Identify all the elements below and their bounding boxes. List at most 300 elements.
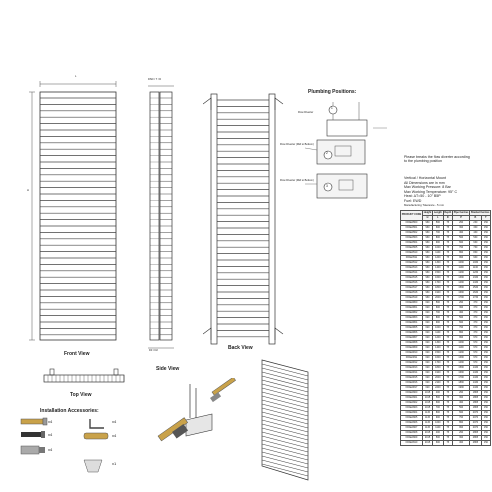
plumbing-positions-title: Plumbing Positions: [308,89,357,95]
table-cell: 960 [423,246,433,251]
table-cell: 75 [443,376,452,381]
table-cell: 1430 [470,281,481,286]
table-cell: 150 [481,406,491,411]
perspective-radiator-drawing [258,356,320,484]
table-cell: 400 [433,391,444,396]
table-cell: 620 [423,351,433,356]
table-cell: FRAE0505 [401,246,423,251]
table-cell: 75 [443,396,452,401]
table-cell: FRAE0519 [401,296,423,301]
table-cell: 800 [433,316,444,321]
table-cell: FRAE0518 [401,291,423,296]
table-cell: 150 [481,281,491,286]
table-cell: 790 [452,246,469,251]
table-cell: 690 [452,321,469,326]
accessory-qty-3: x4 [48,447,53,452]
table-cell: 150 [481,431,491,436]
back-view-drawing [203,86,288,351]
table-cell: 75 [443,356,452,361]
table-cell: 1190 [452,266,469,271]
table-cell: FRAE0809 [401,346,423,351]
table-cell: 75 [443,351,452,356]
table-cell: 75 [443,341,452,346]
table-cell: 150 [481,401,491,406]
table-cell: FRAE0510 [401,251,423,256]
table-cell: FRAE0513 [401,266,423,271]
table-cell: 290 [452,301,469,306]
table-cell: 960 [423,296,433,301]
table-cell: 1130 [470,266,481,271]
table-cell: 1100 [433,426,444,431]
tolerance-note: Manufacturing Tolerance - 5 mm [404,203,445,207]
table-cell: 700 [433,311,444,316]
table-cell: 960 [423,231,433,236]
table-cell: 1865 [470,391,481,396]
table-cell: 150 [481,376,491,381]
table-cell: 150 [481,386,491,391]
table-cell: 620 [423,316,433,321]
diverter-note: Please breaks the flow diverter according to the plumbing position [404,155,470,164]
table-cell: 970 [470,346,481,351]
table-cell: 960 [423,291,433,296]
table-cell: 960 [423,251,433,256]
table-cell: FRAE0903 [401,406,423,411]
table-cell: 75 [443,416,452,421]
table-cell: 800 [433,236,444,241]
table-cell: 370 [470,321,481,326]
table-cell: 970 [470,361,481,366]
table-cell: 1030 [470,261,481,266]
table-cell: 960 [423,286,433,291]
table-cell: 1900 [433,291,444,296]
table-cell: 930 [470,256,481,261]
table-cell: 150 [481,366,491,371]
table-cell: 620 [423,346,433,351]
table-cell: 970 [470,356,481,361]
table-cell: FRAE0501 [401,226,423,231]
table-cell: 1000 [433,246,444,251]
table-cell: 430 [470,231,481,236]
table-cell: 290 [452,221,469,226]
table-cell: FRAE0907 [401,426,423,431]
table-cell: 390 [452,306,469,311]
table-cell: 75 [443,311,452,316]
table-cell: 590 [452,406,469,411]
table-cell: 700 [433,231,444,236]
table-cell: 1390 [452,276,469,281]
table-cell: 620 [423,326,433,331]
table-cell: 490 [452,441,469,446]
table-cell: 790 [452,416,469,421]
table-cell: 960 [423,241,433,246]
table-cell: FRAE0514 [401,271,423,276]
table-cell: 75 [443,241,452,246]
table-cell: 600 [433,441,444,446]
table-cell: 990 [452,256,469,261]
accessory-qty-2: x4 [48,432,53,437]
table-cell: 800 [433,411,444,416]
side-view-title: Side View [156,366,180,372]
table-cell: 150 [481,311,491,316]
table-cell: 990 [452,336,469,341]
table-cell: 1430 [470,381,481,386]
table-cell: 2000 [433,376,444,381]
table-cell: 1200 [433,256,444,261]
table-cell: 75 [443,281,452,286]
table-cell: 150 [481,396,491,401]
table-cell: 150 [481,371,491,376]
flow-diverter-label-1: Flow Diverter [298,111,314,114]
table-cell: 960 [423,261,433,266]
table-cell: 150 [481,231,491,236]
table-cell: 620 [423,381,433,386]
table-cell: 1530 [470,286,481,291]
table-cell: 150 [481,441,491,446]
table-cell: 1015 [423,396,433,401]
table-cell: 75 [443,436,452,441]
plumbing-diagram [295,98,405,218]
table-cell: 1015 [423,406,433,411]
table-cell: FRAE0803 [401,316,423,321]
table-cell: 75 [443,386,452,391]
table-cell: FRAE0808 [401,341,423,346]
table-cell: 1430 [470,366,481,371]
table-cell: 150 [481,321,491,326]
table-cell: 970 [470,351,481,356]
plumbing-position-2: 2 [326,151,328,155]
table-cell: 370 [470,331,481,336]
table-cell: 1100 [433,251,444,256]
table-cell: 150 [481,236,491,241]
table-cell: 500 [433,301,444,306]
temperature-note: Max Working Temperature: 95° C [404,189,458,194]
pressure-note: Max Working Pressure: 8 Bar [404,185,451,189]
table-cell: 890 [452,421,469,426]
table-cell: 150 [481,426,491,431]
table-cell: 1190 [452,346,469,351]
table-cell: 1115 [423,426,433,431]
table-cell: FRAE0909 [401,436,423,441]
table-cell: 590 [452,236,469,241]
front-height-label: H [27,189,29,192]
table-cell: 1790 [452,296,469,301]
table-cell: 970 [470,336,481,341]
table-cell: 150 [481,416,491,421]
table-cell: 620 [423,306,433,311]
screw-icon [21,418,47,425]
wall-plug-icon [21,431,45,438]
table-cell: 900 [433,416,444,421]
table-cell: 620 [423,341,433,346]
plumbing-position-3: 3 [326,184,328,188]
table-cell: 150 [481,241,491,246]
table-cell: 1090 [452,261,469,266]
table-cell: 370 [470,311,481,316]
table-cell: 620 [423,361,433,366]
table-cell: FRAE0811 [401,356,423,361]
table-cell: FRAE0805 [401,326,423,331]
table-cell: 150 [481,261,491,266]
table-cell: FRAE0815 [401,376,423,381]
table-cell: 1330 [470,276,481,281]
table-cell: 75 [443,426,452,431]
subheader-h: H [423,216,433,221]
table-cell: 230 [470,221,481,226]
table-cell: 150 [481,296,491,301]
bracket-icon [21,446,45,454]
table-cell: FRAE0806 [401,331,423,336]
table-cell: 75 [443,346,452,351]
table-cell: FRAE0902 [401,401,423,406]
table-cell: 530 [470,236,481,241]
table-cell: 630 [470,241,481,246]
table-cell: 1015 [423,401,433,406]
subheader-p: P [452,216,469,221]
table-cell: 960 [423,236,433,241]
table-cell: 1290 [452,351,469,356]
accessory-qty-5: x4 [112,433,117,438]
table-cell: FRAE0517 [401,286,423,291]
table-cell: 290 [452,391,469,396]
table-cell: 1430 [470,376,481,381]
table-cell: 150 [481,301,491,306]
table-cell: 1890 [452,381,469,386]
table-cell: 75 [443,256,452,261]
table-cell: 1090 [452,341,469,346]
table-cell: 1865 [470,401,481,406]
table-cell: 900 [433,241,444,246]
table-cell: FRAE0802 [401,311,423,316]
table-cell: FRAE0515 [401,276,423,281]
table-cell: 75 [443,361,452,366]
table-cell: 390 [452,396,469,401]
table-cell: 620 [423,386,433,391]
table-cell: FRAE0901 [401,396,423,401]
table-cell: 1865 [470,406,481,411]
table-cell: 2015 [423,441,433,446]
table-cell: FRAE0905 [401,416,423,421]
table-cell: 1000 [433,421,444,426]
table-cell: 890 [452,251,469,256]
table-cell: 75 [443,296,452,301]
heat-note: Heat: ΔT=50 - 10° B5P [404,194,441,198]
table-cell: 1230 [470,271,481,276]
table-cell: 2865 [470,431,481,436]
table-cell: 150 [481,331,491,336]
side-bottom-dimension: D3 / D2 [149,349,158,352]
table-cell: 1630 [470,291,481,296]
table-cell: FRAE0816 [401,381,423,386]
table-cell: 500 [433,396,444,401]
dimensions-note: All Dimensions are in mm [404,180,445,185]
table-cell: 75 [443,336,452,341]
table-cell: 620 [423,321,433,326]
table-cell: 1600 [433,356,444,361]
top-view-title: Top View [70,392,92,398]
mount-note: Vertical / Horizontal Mount [404,176,446,180]
subheader-b: B [470,216,481,221]
table-cell: 370 [470,316,481,321]
table-cell: 75 [443,306,452,311]
flow-diverter-label-2: Flow Diverter (Mid to Bottom) [280,143,314,146]
table-cell: 1600 [433,276,444,281]
table-cell: 150 [481,341,491,346]
table-cell: 1800 [433,286,444,291]
header-height: Height [423,210,432,214]
table-cell: 75 [443,411,452,416]
table-cell: 75 [443,246,452,251]
table-cell: 150 [481,391,491,396]
table-cell: 900 [433,321,444,326]
side-top-dimension: DSD / T / D [148,78,162,81]
table-cell: FRAE0810 [401,351,423,356]
subheader-t: T [481,216,491,221]
table-cell: 960 [423,226,433,231]
table-cell: 75 [443,431,452,436]
table-cell: 150 [481,351,491,356]
table-row [401,441,491,446]
table-cell: 1790 [452,376,469,381]
table-cell: 150 [481,221,491,226]
table-cell: 150 [481,356,491,361]
table-cell: 390 [452,436,469,441]
table-cell: 690 [452,241,469,246]
table-cell: 960 [423,221,433,226]
accessory-qty-4: x4 [112,419,117,424]
table-cell: 1115 [423,416,433,421]
table-cell: 2015 [423,431,433,436]
table-cell: FRAE0502 [401,231,423,236]
valve-detail-drawing [150,378,260,473]
table-cell: FRAE0807 [401,336,423,341]
plumbing-position-1: 1 [331,106,333,110]
table-cell: 75 [443,326,452,331]
table-cell: 490 [452,401,469,406]
table-cell: 400 [433,431,444,436]
header-length: Length [433,210,442,214]
installation-accessories-title: Installation Accessories: [40,408,99,414]
table-cell: FRAE0817 [401,386,423,391]
table-cell: 150 [481,436,491,441]
table-cell: 490 [452,231,469,236]
table-cell: 1490 [452,361,469,366]
table-cell: 690 [452,411,469,416]
table-cell: FRAE0910 [401,441,423,446]
table-cell: 2070 [470,411,481,416]
table-cell: 1015 [423,391,433,396]
table-cell: 290 [452,431,469,436]
subheader-d: D [443,216,452,221]
table-cell: 150 [481,306,491,311]
table-cell: 150 [481,291,491,296]
table-cell: 500 [433,436,444,441]
table-cell: 1500 [433,351,444,356]
table-cell: 1500 [433,271,444,276]
table-cell: 370 [470,301,481,306]
table-cell: FRAE0516 [401,281,423,286]
table-cell: FRAE0503 [401,236,423,241]
table-cell: 1430 [470,386,481,391]
table-cell: 1590 [452,366,469,371]
table-cell: 590 [452,316,469,321]
table-cell: 75 [443,221,452,226]
table-cell: 1115 [423,411,433,416]
header-bracket-centres: Bracket Centres [470,210,490,214]
table-cell: 620 [423,371,433,376]
top-view-drawing [40,368,130,390]
table-cell: 620 [423,336,433,341]
table-cell: 75 [443,421,452,426]
table-cell: FRAE0504 [401,241,423,246]
allen-key-icon [90,419,104,428]
table-cell: 2200 [433,386,444,391]
table-cell: 75 [443,391,452,396]
table-cell: 1800 [433,366,444,371]
accessory-qty-6: x1 [112,461,117,466]
table-cell: 2015 [423,436,433,441]
table-cell: 960 [423,256,433,261]
table-cell: 75 [443,366,452,371]
table-cell: 1490 [452,281,469,286]
table-cell: 75 [443,251,452,256]
table-cell: 1700 [433,281,444,286]
spec-table-body [401,221,491,446]
table-cell: FRAE0804 [401,321,423,326]
header-depth: Depth [444,210,452,214]
table-cell: FRAE0511 [401,256,423,261]
table-cell: 75 [443,261,452,266]
table-cell: 1700 [433,361,444,366]
front-view-drawing [28,75,128,348]
table-cell: 390 [452,226,469,231]
table-cell: 150 [481,276,491,281]
table-cell: FRAE0904 [401,411,423,416]
table-cell: 1200 [433,336,444,341]
table-cell: 620 [423,356,433,361]
table-cell: 1000 [433,326,444,331]
side-view-drawing [140,78,180,368]
table-cell: FRAE0813 [401,366,423,371]
table-cell: 730 [470,246,481,251]
table-cell: 830 [470,251,481,256]
table-cell: 1590 [452,286,469,291]
table-cell: 2100 [433,381,444,386]
table-cell: 75 [443,406,452,411]
table-cell: 75 [443,371,452,376]
fuel-note: Fuel: EWD [404,198,422,203]
table-cell: 150 [481,246,491,251]
table-cell: 1390 [452,356,469,361]
table-cell: 75 [443,321,452,326]
front-view-title: Front View [64,351,90,357]
table-cell: 75 [443,276,452,281]
table-cell: FRAE0512 [401,261,423,266]
table-cell: FRAE0906 [401,421,423,426]
table-cell: 75 [443,331,452,336]
spec-table [400,210,491,446]
table-cell: 620 [423,301,433,306]
table-cell: 150 [481,361,491,366]
table-cell: 960 [423,266,433,271]
table-cell: 2865 [470,436,481,441]
table-cell: 1100 [433,331,444,336]
table-cell: 1300 [433,261,444,266]
table-cell: 620 [423,311,433,316]
table-cell: 370 [470,306,481,311]
table-cell: FRAE0801 [401,306,423,311]
table-cell: 790 [452,326,469,331]
table-cell: FRAE0812 [401,361,423,366]
